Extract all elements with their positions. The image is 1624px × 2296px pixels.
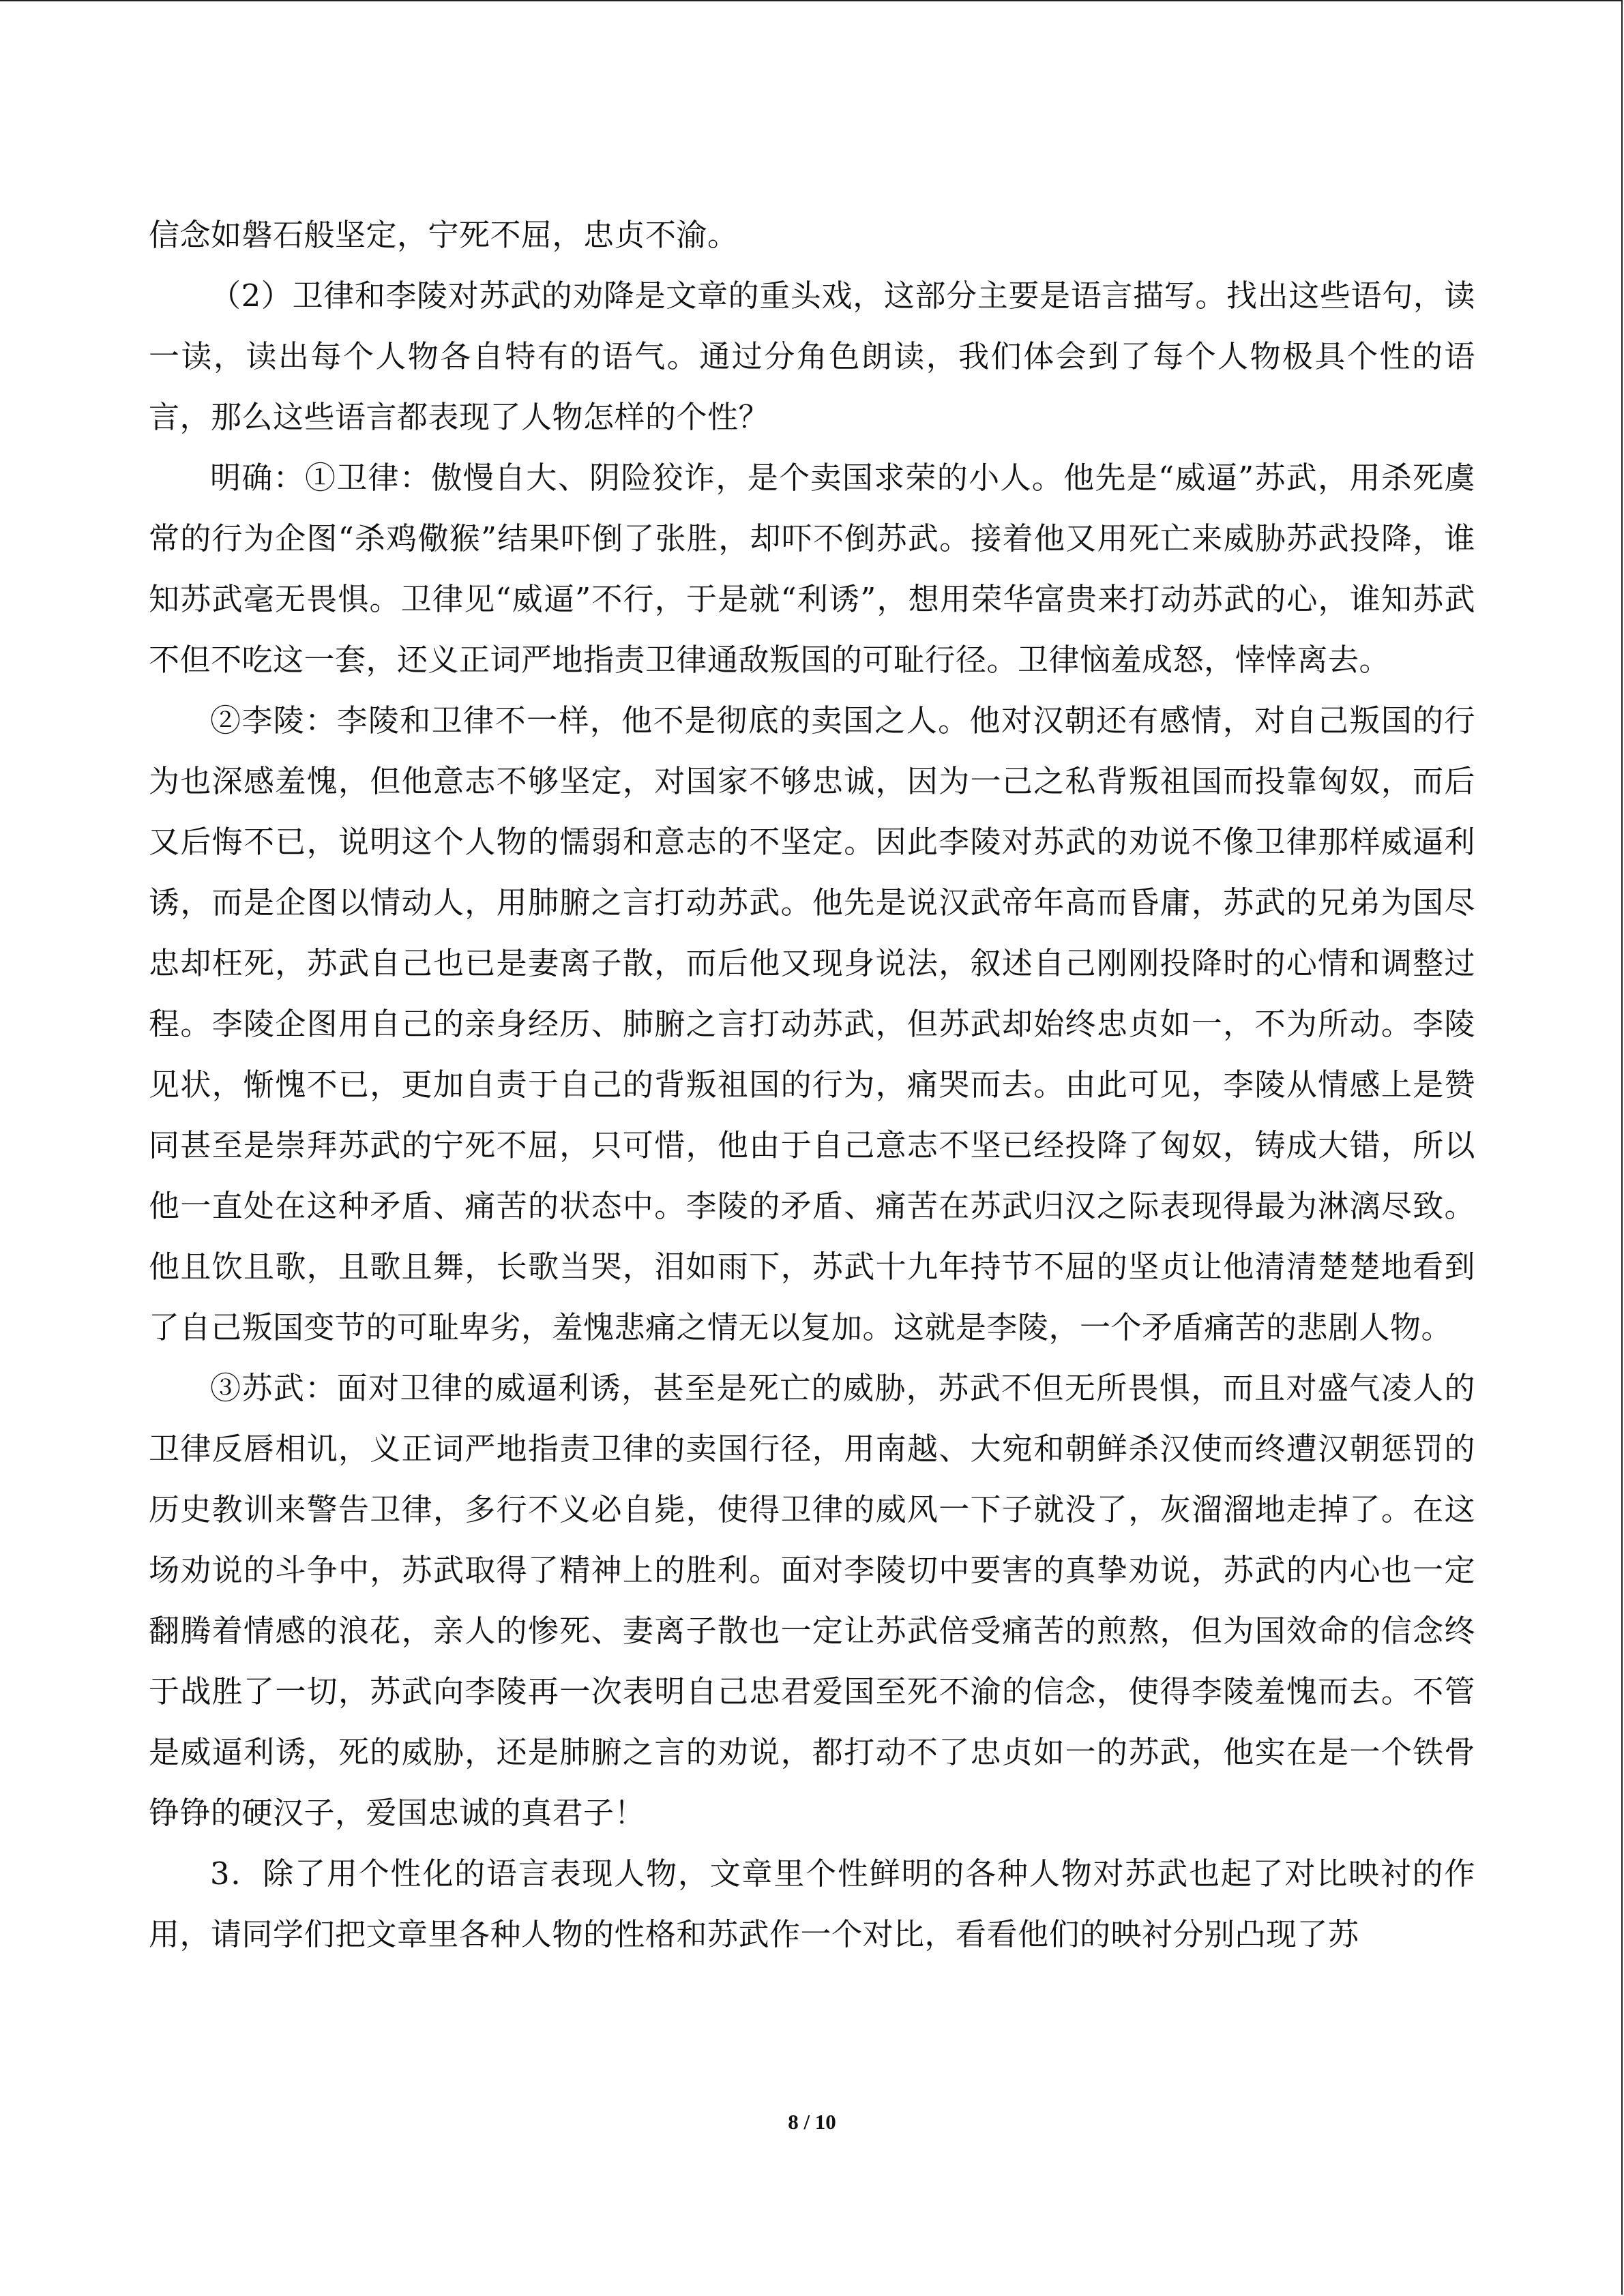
document-body	[149, 205, 1475, 1965]
page-number: 8 / 10	[788, 2110, 836, 2134]
paragraph-p6: 3．除了用个性化的语言表现人物，文章里个性鲜明的各种人物对苏武也起了对比映衬的作用，请同学们把文章里各种人物的性格和苏武作一个对比，看看他们的映衬分别凸现了苏	[149, 1855, 1475, 1952]
paragraph-p4: ②李陵：李陵和卫律不一样，他不是彻底的卖国之人。他对汉朝还有感情，对自己叛国的行为也深感羞愧，但他意志不够坚定，对国家不够忠诚，因为一己之私背叛祖国而投靠匈奴，而后又后悔不已，说明这个人物的懦弱和意志的不坚定。因此李陵对苏武的劝说不像卫律那样威逼利诱，而是企图以情动人，用肺腑之言打动苏武。他先是说汉武帝年高而昏庸，苏武的兄弟为国尽忠却枉死，苏武自己也已是妻离子散，而后他又现身说法，叙述自己刚刚投降时的心情和调整过程。李陵企图用自己的亲身经历、肺腑之言打动苏武，但苏武却始终忠贞如一，不为所动。李陵见状，惭愧不已，更加自责于自己的背叛祖国的行为，痛哭而去。由此可见，李陵从情感上是赞同甚至是崇拜苏武的宁死不屈，只可惜，他由于自己意志不坚已经投降了匈奴，铸成大错，所以他一直处在这种矛盾、痛苦的状态中。李陵的矛盾、痛苦在苏武归汉之际表现得最为淋漓尽致。他且饮且歌，且歌且舞，长歌当哭，泪如雨下，苏武十九年持节不屈的坚贞让他清清楚楚地看到了自己叛国变节的可耻卑劣，羞愧悲痛之情无以复加。这就是李陵，一个矛盾痛苦的悲剧人物。	[149, 702, 1475, 1345]
paragraph-p3: 明确：①卫律：傲慢自大、阴险狡诈，是个卖国求荣的小人。他先是“威逼”苏武，用杀死虞常的行为企图“杀鸡儆猴”结果吓倒了张胜，却吓不倒苏武。接着他又用死亡来威胁苏武投降，谁知苏武毫无畏惧。卫律见“威逼”不行，于是就“利诱”，想用荣华富贵来打动苏武的心，谁知苏武不但不吃这一套，还义正词严地指责卫律通敌叛国的可耻行径。卫律恼羞成怒，悻悻离去。	[149, 460, 1475, 678]
paragraph-p2: （2）卫律和李陵对苏武的劝降是文章的重头戏，这部分主要是语言描写。找出这些语句，读一读，读出每个人物各自特有的语气。通过分角色朗读，我们体会到了每个人物极具个性的语言，那么这些语言都表现了人物怎样的个性？	[149, 278, 1475, 435]
paragraph-p1: 信念如磐石般坚定，宁死不屈，忠贞不渝。	[149, 217, 739, 253]
paragraph-p5: ③苏武：面对卫律的威逼利诱，甚至是死亡的威胁，苏武不但无所畏惧，而且对盛气凌人的卫律反唇相讥，义正词严地指责卫律的卖国行径，用南越、大宛和朝鲜杀汉使而终遭汉朝惩罚的历史教训来警告卫律，多行不义必自毙，使得卫律的威风一下子就没了，灰溜溜地走掉了。在这场劝说的斗争中，苏武取得了精神上的胜利。面对李陵切中要害的真挚劝说，苏武的内心也一定翻腾着情感的浪花，亲人的惨死、妻离子散也一定让苏武倍受痛苦的煎熬，但为国效命的信念终于战胜了一切，苏武向李陵再一次表明自己忠君爱国至死不渝的信念，使得李陵羞愧而去。不管是威逼利诱，死的威胁，还是肺腑之言的劝说，都打动不了忠贞如一的苏武，他实在是一个铁骨铮铮的硬汉子，爱国忠诚的真君子！	[149, 1370, 1475, 1831]
